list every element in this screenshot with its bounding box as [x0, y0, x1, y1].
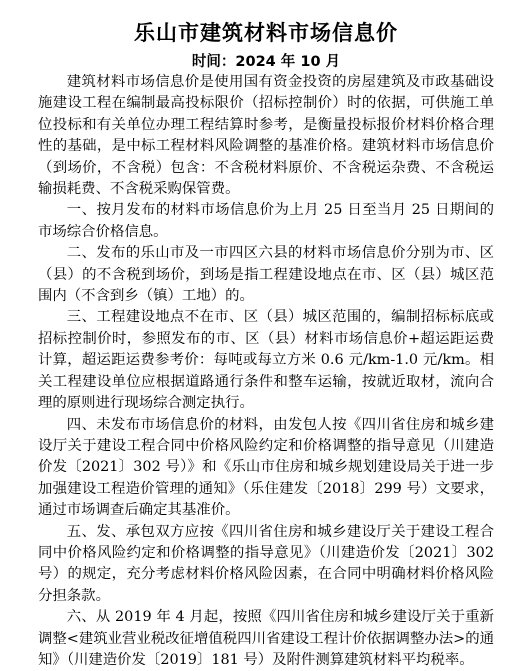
clause-5-paragraph: 五、发、承包双方应按《四川省住房和城乡建设厅关于建设工程合同中价格风险约定和价格调整的指导意见》（川建造价发〔2021〕302 号）的规定，充分考虑材料价格风险因素，在合同中明确材料价格风险分担条款。 — [38, 523, 494, 604]
clause-1-paragraph: 一、按月发布的材料市场信息价为上月 25 日至当月 25 日期间的市场综合价格信息。 — [38, 202, 494, 240]
document-page — [38, 18, 494, 671]
document-body — [38, 72, 494, 671]
clause-3-paragraph: 三、工程建设地点不在市、区（县）城区范围的，编制招标标底或招标控制价时，参照发布的市、区（县）材料市场信息价+超运距运费计算，超运距运费参考价：每吨或每立方米 0.6 元/km-1.0 元/km。相关工程建设单位应根据道路通行条件和整车运输，按就近取材，流向合理的原则进行现场综合测定执行。 — [38, 309, 494, 412]
document-date: 时间：2024 年 10 月 — [191, 54, 341, 70]
clause-6-paragraph: 六、从 2019 年 4 月起，按照《四川省住房和城乡建设厅关于重新调整<建筑业营业税改征增值税四川省建设工程计价依据调整办法>的通知》（川建造价发〔2019〕181 号）及附件测算建筑材料平均税率。 — [38, 609, 494, 668]
intro-paragraph: 建筑材料市场信息价是使用国有资金投资的房屋建筑及市政基础设施建设工程在编制最高投标限价（招标控制价）时的依据，可供施工单位投标和有关单位办理工程结算时参考，是衡量投标报价材料价格合理性的基础，是中标工程材料风险调整的基准价格。建筑材料市场信息价（到场价，不含税）包含：不含税材料原价、不含税运杂费、不含税运输损耗费、不含税采购保管费。 — [38, 74, 494, 198]
clause-4-paragraph: 四、未发布市场信息价的材料，由发包人按《四川省住房和城乡建设厅关于建设工程合同中价格风险约定和价格调整的指导意见（川建造价发〔2021〕302 号）》和《乐山市住房和城乡规划建设局关于进一步加强建设工程造价管理的通知》（乐住建发〔2018〕299 号）文要求，通过市场调查后确定其基准价。 — [38, 416, 494, 519]
document-title: 乐山市建筑材料市场信息价 — [134, 21, 398, 45]
clause-2-paragraph: 二、发布的乐山市及一市四区六县的材料市场信息价分别为市、区（县）的不含税到场价，到场是指工程建设地点在市、区（县）城区范围内（不含到乡（镇）工地）的。 — [38, 245, 494, 305]
